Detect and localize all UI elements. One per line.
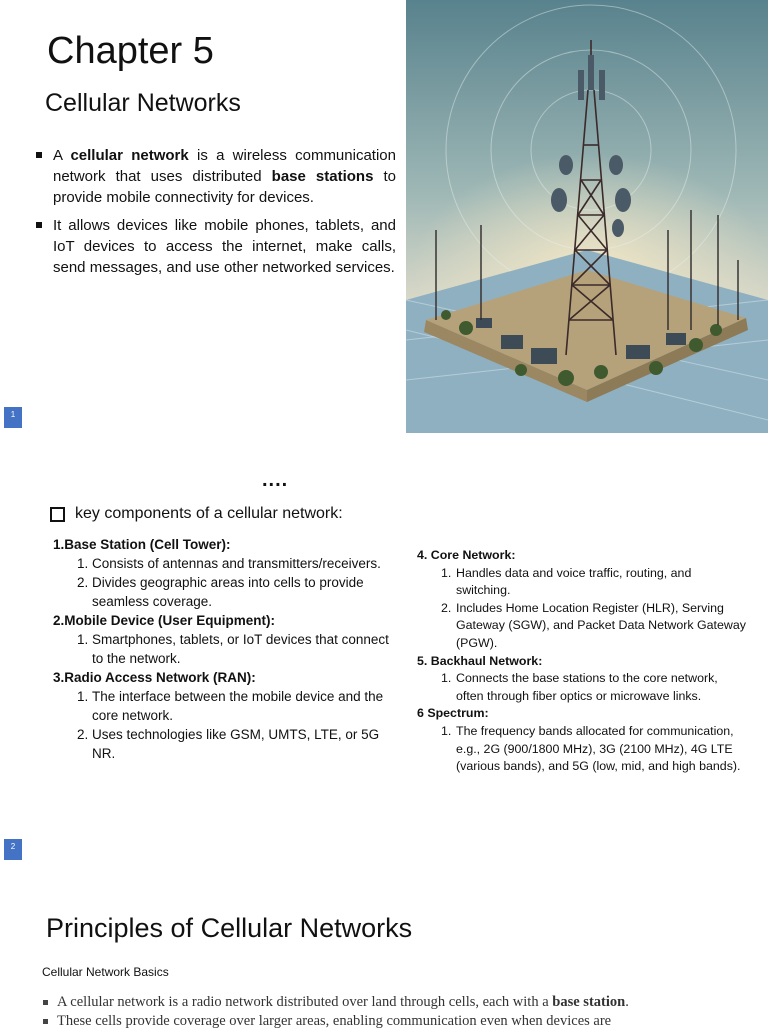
component-title: 4. Core Network: (417, 548, 516, 562)
page-number-badge: 1 (4, 407, 22, 428)
component-title: 2.Mobile Device (User Equipment): (53, 613, 276, 628)
component-block (53, 611, 398, 668)
page-number-badge: 2 (4, 839, 22, 860)
section-heading-text: key components of a cellular network: (75, 505, 343, 522)
list-item: 1. Connects the base stations to the core network, often through fiber optics or microwave links. (441, 671, 718, 703)
bullet-item: It allows devices like mobile phones, tablets, and IoT devices to access the internet, make calls, send messages, and use other networked services. (34, 215, 396, 278)
component-block (53, 668, 398, 763)
component-list (53, 687, 398, 763)
bullet-item: A cellular network is a radio network distributed over land through cells, each with a base station. (42, 993, 728, 1012)
component-title: 1.Base Station (Cell Tower): (53, 537, 231, 552)
list-item: 1. Smartphones, tablets, or IoT devices that connect to the network. (77, 632, 389, 666)
slide-subtitle: Cellular Networks (45, 89, 241, 117)
component-list (417, 723, 747, 776)
list-item: 1. The frequency bands allocated for communication, e.g., 2G (900/1800 MHz), 3G (2100 MHz), 4G LTE (various bands), and 5G (low, mid, and high bands). (441, 723, 741, 774)
component-block (417, 653, 747, 706)
section-heading (50, 505, 343, 523)
component-list (417, 670, 747, 705)
slide-subtitle: Cellular Network Basics (42, 965, 169, 979)
component-list (53, 554, 398, 611)
ellipsis-title: .... (262, 469, 289, 491)
components-right-column (417, 547, 747, 776)
list-item: 1. Consists of antennas and transmitters/receivers. (77, 556, 381, 571)
component-title: 3.Radio Access Network (RAN): (53, 670, 256, 685)
checkbox-bullet-icon (50, 507, 65, 522)
bullet-item: A cellular network is a wireless communication network that uses distributed base stations to provide mobile connectivity for devices. (34, 145, 396, 208)
list-item: 1. Handles data and voice traffic, routing, and switching. (441, 565, 692, 598)
component-list (417, 565, 747, 653)
component-title: 5. Backhaul Network: (417, 653, 543, 668)
slide-2 (0, 433, 768, 865)
list-item: 2. Includes Home Location Register (HLR), Serving Gateway (SGW), and Packet Data Network Gateway (PGW). (441, 600, 746, 650)
list-item: 2. Divides geographic areas into cells to provide seamless coverage. (77, 575, 364, 609)
slide-1 (0, 0, 768, 433)
slide-3 (0, 865, 768, 1029)
components-left-column (53, 535, 398, 763)
component-title: 6 Spectrum: (417, 706, 489, 721)
slide-title: Principles of Cellular Networks (46, 913, 413, 943)
component-block (417, 705, 747, 775)
list-item: 2. Uses technologies like GSM, UMTS, LTE, or 5G NR. (77, 727, 380, 761)
bullet-list (42, 993, 728, 1031)
component-list (53, 630, 398, 668)
slide-title: Chapter 5 (47, 30, 214, 72)
component-block (417, 547, 747, 653)
tower-illustration (406, 0, 768, 433)
list-item: 1. The interface between the mobile device and the core network. (77, 689, 384, 723)
bullet-item: These cells provide coverage over larger areas, enabling communication even when devices are (42, 1012, 728, 1031)
component-block (53, 535, 398, 611)
bullet-list (34, 145, 396, 285)
